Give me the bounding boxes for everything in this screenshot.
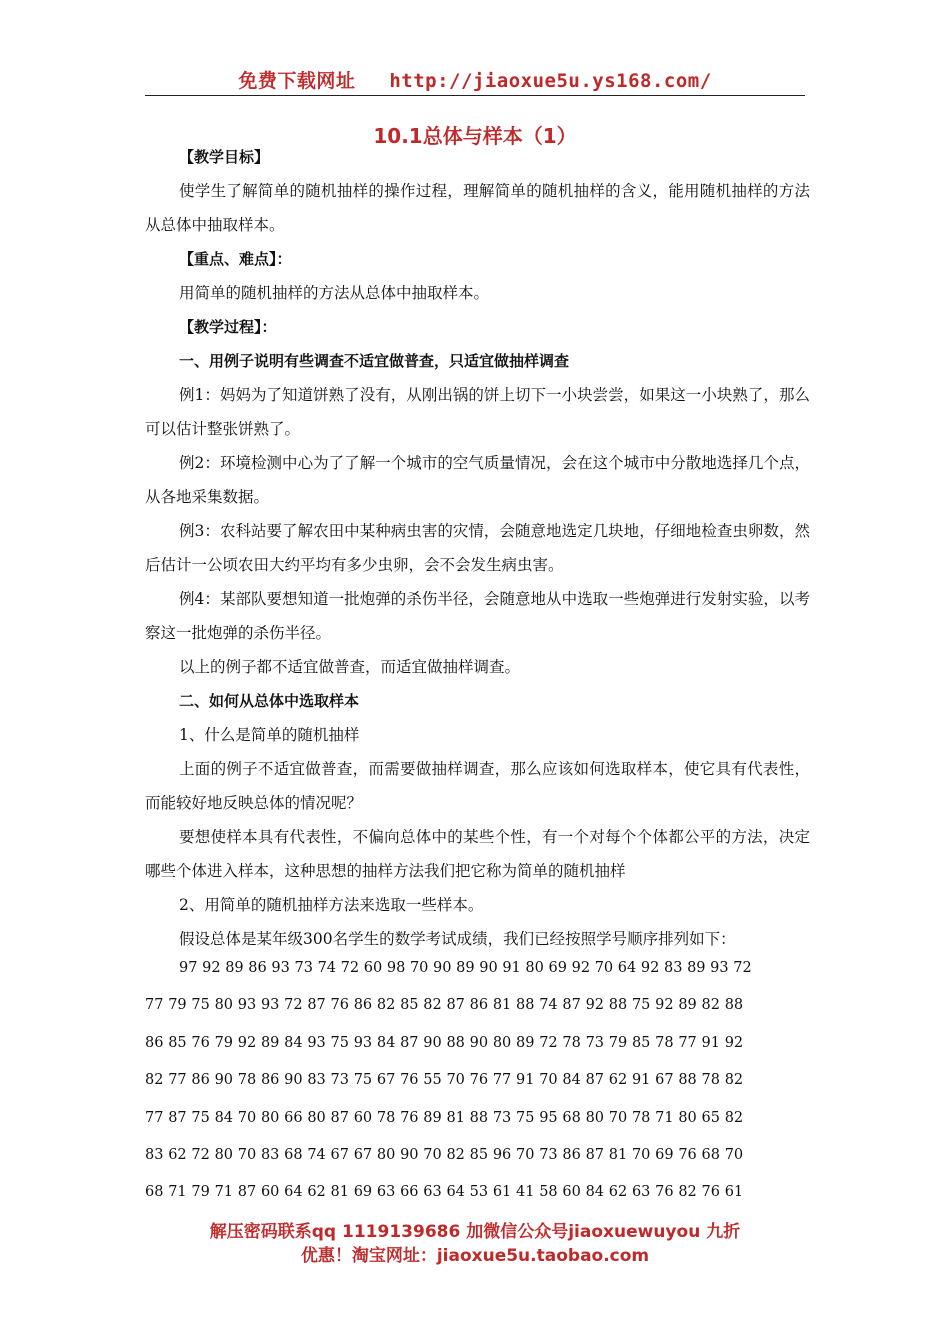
score-cell: 90 bbox=[479, 960, 498, 976]
paragraph: 假设总体是某年级300名学生的数学考试成绩，我们已经按照学号顺序排列如下： bbox=[179, 930, 736, 948]
score-cell: 61 bbox=[492, 1184, 512, 1201]
score-cell: 80 bbox=[214, 1146, 234, 1163]
footer-line-2: 优惠！淘宝网址：jiaoxue5u.taobao.com bbox=[300, 1246, 650, 1266]
score-cell: 67 bbox=[655, 1072, 674, 1089]
score-cell: 62 bbox=[307, 1184, 326, 1201]
page-title: 10.1总体与样本（1） bbox=[373, 124, 577, 148]
paragraph: 二、如何从总体中选取样本 bbox=[179, 692, 360, 710]
score-cell: 69 bbox=[548, 960, 567, 976]
score-cell: 69 bbox=[655, 1146, 674, 1163]
score-cell: 92 bbox=[655, 997, 674, 1014]
score-cell: 80 bbox=[525, 960, 544, 976]
document-body bbox=[145, 140, 810, 956]
score-cell: 96 bbox=[492, 1146, 512, 1163]
score-cell: 85 bbox=[168, 1034, 187, 1051]
score-cell: 77 bbox=[678, 1034, 697, 1051]
score-cell: 63 bbox=[423, 1184, 442, 1201]
score-cell: 89 bbox=[516, 1034, 535, 1051]
score-cell: 89 bbox=[225, 960, 244, 976]
score-row bbox=[145, 1035, 810, 1072]
score-cell: 75 bbox=[191, 1109, 210, 1126]
score-cell: 81 bbox=[608, 1146, 628, 1163]
score-cell: 70 bbox=[237, 1146, 257, 1163]
score-cell: 86 bbox=[260, 1072, 280, 1089]
score-cell: 87 bbox=[237, 1184, 257, 1201]
score-cell: 77 bbox=[492, 1072, 512, 1089]
score-cell: 90 bbox=[214, 1072, 234, 1089]
score-cell: 75 bbox=[330, 1034, 349, 1051]
score-cell: 91 bbox=[502, 960, 521, 976]
score-cell: 86 bbox=[191, 1072, 210, 1089]
score-cell: 77 bbox=[145, 1109, 164, 1126]
score-cell: 64 bbox=[617, 960, 637, 976]
score-cell: 69 bbox=[353, 1184, 373, 1201]
score-row bbox=[145, 997, 810, 1034]
score-cell: 92 bbox=[571, 960, 591, 976]
paragraph: 要想使样本具有代表性，不偏向总体中的某些个性，有一个对每个个体都公平的方法，决定哪些个体进入样本，这种思想的抽样方法我们把它称为简单的随机抽样 bbox=[145, 828, 810, 880]
score-cell: 70 bbox=[237, 1109, 257, 1126]
score-cell: 73 bbox=[492, 1109, 512, 1126]
score-cell: 90 bbox=[469, 1034, 489, 1051]
score-cell: 74 bbox=[539, 997, 558, 1014]
score-cell: 91 bbox=[516, 1072, 535, 1089]
score-cell: 91 bbox=[631, 1072, 651, 1089]
score-cell: 79 bbox=[214, 1034, 234, 1051]
score-cell: 80 bbox=[585, 1109, 605, 1126]
score-cell: 92 bbox=[237, 1034, 257, 1051]
score-cell: 89 bbox=[260, 1034, 280, 1051]
paragraph: 例1：妈妈为了知道饼熟了没有，从刚出锅的饼上切下一小块尝尝，如果这一小块熟了，那么可以估计整张饼熟了。 bbox=[145, 386, 810, 438]
score-cell: 90 bbox=[400, 1146, 419, 1163]
score-row bbox=[145, 1110, 810, 1147]
score-cell: 74 bbox=[307, 1146, 326, 1163]
score-cell: 84 bbox=[376, 1034, 396, 1051]
score-cell: 60 bbox=[260, 1184, 280, 1201]
score-cell: 70 bbox=[446, 1072, 465, 1089]
score-cell: 71 bbox=[168, 1184, 187, 1201]
score-cell: 58 bbox=[539, 1184, 558, 1201]
score-cell: 93 bbox=[271, 960, 290, 976]
paragraph: 以上的例子都不适宜做普查，而适宜做抽样调查。 bbox=[179, 658, 521, 676]
score-cell: 74 bbox=[317, 960, 337, 976]
score-row bbox=[145, 1184, 810, 1221]
score-cell: 80 bbox=[307, 1109, 326, 1126]
score-cell: 68 bbox=[284, 1146, 303, 1163]
score-cell: 83 bbox=[307, 1072, 326, 1089]
score-cell: 82 bbox=[701, 997, 720, 1014]
score-cell: 80 bbox=[214, 997, 234, 1014]
score-cell: 80 bbox=[678, 1109, 697, 1126]
score-cell: 76 bbox=[400, 1072, 419, 1089]
paragraph: 例4：某部队要想知道一批炮弹的杀伤半径，会随意地从中选取一些炮弹进行发射实验，以考察这一批炮弹的杀伤半径。 bbox=[145, 590, 810, 642]
score-cell: 70 bbox=[516, 1146, 535, 1163]
score-cell: 78 bbox=[562, 1034, 581, 1051]
score-cell: 67 bbox=[353, 1146, 373, 1163]
score-cell: 72 bbox=[284, 997, 303, 1014]
score-cell: 95 bbox=[539, 1109, 558, 1126]
score-cell: 63 bbox=[376, 1184, 396, 1201]
score-cell: 88 bbox=[469, 1109, 489, 1126]
score-cell: 68 bbox=[701, 1146, 720, 1163]
score-cell: 85 bbox=[400, 997, 419, 1014]
paragraph: 用简单的随机抽样的方法从总体中抽取样本。 bbox=[179, 284, 490, 302]
score-cell: 62 bbox=[608, 1072, 628, 1089]
score-cell: 81 bbox=[492, 997, 512, 1014]
score-cell: 82 bbox=[724, 1072, 744, 1089]
score-cell: 87 bbox=[307, 997, 326, 1014]
score-cell: 78 bbox=[701, 1072, 720, 1089]
score-cell: 87 bbox=[330, 1109, 349, 1126]
score-cell: 92 bbox=[202, 960, 221, 976]
score-cell: 71 bbox=[655, 1109, 674, 1126]
score-cell: 92 bbox=[640, 960, 660, 976]
header-url-link[interactable]: http://jiaoxue5u.ys168.com/ bbox=[389, 70, 712, 92]
score-cell: 86 bbox=[248, 960, 267, 976]
header-divider bbox=[145, 95, 805, 96]
score-cell: 73 bbox=[294, 960, 313, 976]
paragraph: 【教学过程】： bbox=[179, 318, 277, 336]
score-cell: 76 bbox=[400, 1109, 419, 1126]
score-cell: 82 bbox=[678, 1184, 697, 1201]
footer-line-1: 解压密码联系qq 1119139686 加微信公众号jiaoxuewuyou 九折 bbox=[209, 1222, 741, 1242]
score-cell: 87 bbox=[446, 997, 465, 1014]
paragraph: 例2：环境检测中心为了了解一个城市的空气质量情况，会在这个城市中分散地选择几个点，从各地采集数据。 bbox=[145, 454, 810, 506]
score-cell: 89 bbox=[423, 1109, 442, 1126]
score-cell: 60 bbox=[363, 960, 383, 976]
paragraph: 一、用例子说明有些调查不适宜做普查，只适宜做抽样调查 bbox=[179, 352, 570, 370]
score-cell: 77 bbox=[168, 1072, 187, 1089]
score-cell: 78 bbox=[655, 1034, 674, 1051]
score-cell: 81 bbox=[446, 1109, 465, 1126]
score-cell: 67 bbox=[330, 1146, 349, 1163]
score-cell: 70 bbox=[423, 1146, 442, 1163]
score-cell: 82 bbox=[446, 1146, 465, 1163]
score-cell: 84 bbox=[284, 1034, 303, 1051]
score-cell: 84 bbox=[562, 1072, 581, 1089]
score-cell: 82 bbox=[376, 997, 396, 1014]
site-header bbox=[0, 66, 950, 93]
score-cell: 76 bbox=[191, 1034, 210, 1051]
score-cell: 62 bbox=[608, 1184, 628, 1201]
score-cell: 72 bbox=[733, 960, 752, 976]
score-cell: 79 bbox=[168, 997, 187, 1014]
score-cell: 53 bbox=[469, 1184, 489, 1201]
score-cell: 93 bbox=[710, 960, 729, 976]
score-cell: 83 bbox=[663, 960, 683, 976]
score-cell: 60 bbox=[562, 1184, 581, 1201]
score-cell: 85 bbox=[631, 1034, 651, 1051]
score-cell: 93 bbox=[237, 997, 257, 1014]
score-cell: 75 bbox=[353, 1072, 373, 1089]
paragraph: 1、什么是简单的随机抽样 bbox=[179, 726, 360, 744]
score-cell: 88 bbox=[446, 1034, 465, 1051]
score-cell: 82 bbox=[145, 1072, 164, 1089]
score-cell: 70 bbox=[608, 1109, 628, 1126]
score-cell: 73 bbox=[330, 1072, 349, 1089]
score-cell: 80 bbox=[376, 1146, 396, 1163]
score-cell: 83 bbox=[260, 1146, 280, 1163]
score-cell: 80 bbox=[492, 1034, 512, 1051]
score-cell: 76 bbox=[330, 997, 349, 1014]
score-cell: 86 bbox=[469, 997, 489, 1014]
score-cell: 87 bbox=[168, 1109, 187, 1126]
score-cell: 79 bbox=[608, 1034, 628, 1051]
score-cell: 84 bbox=[585, 1184, 605, 1201]
score-cell: 76 bbox=[701, 1184, 720, 1201]
score-cell: 66 bbox=[284, 1109, 303, 1126]
score-cell: 89 bbox=[678, 997, 697, 1014]
score-cell: 92 bbox=[724, 1034, 744, 1051]
score-cell: 91 bbox=[701, 1034, 720, 1051]
score-cell: 72 bbox=[539, 1034, 558, 1051]
score-cell: 88 bbox=[516, 997, 535, 1014]
score-cell: 63 bbox=[631, 1184, 651, 1201]
score-cell: 88 bbox=[678, 1072, 697, 1089]
score-cell: 78 bbox=[376, 1109, 396, 1126]
score-cell: 64 bbox=[284, 1184, 303, 1201]
score-cell: 79 bbox=[191, 1184, 210, 1201]
score-cell: 87 bbox=[585, 1146, 605, 1163]
score-cell: 90 bbox=[284, 1072, 303, 1089]
score-cell: 75 bbox=[631, 997, 651, 1014]
score-cell: 70 bbox=[631, 1146, 651, 1163]
score-table bbox=[145, 960, 810, 1222]
score-cell: 82 bbox=[724, 1109, 744, 1126]
score-cell: 62 bbox=[168, 1146, 187, 1163]
score-cell: 75 bbox=[191, 997, 210, 1014]
paragraph: 【教学目标】 bbox=[179, 148, 270, 166]
score-row bbox=[145, 960, 810, 997]
score-cell: 90 bbox=[433, 960, 452, 976]
score-cell: 70 bbox=[539, 1072, 558, 1089]
score-cell: 70 bbox=[409, 960, 429, 976]
score-cell: 76 bbox=[655, 1184, 674, 1201]
paragraph: 例3：农科站要了解农田中某种病虫害的灾情，会随意地选定几块地，仔细地检查虫卵数，然后估计一公顷农田大约平均有多少虫卵，会不会发生病虫害。 bbox=[145, 522, 810, 574]
score-cell: 97 bbox=[179, 960, 198, 976]
score-cell: 65 bbox=[701, 1109, 720, 1126]
score-cell: 82 bbox=[423, 997, 442, 1014]
score-cell: 55 bbox=[423, 1072, 442, 1089]
score-cell: 87 bbox=[400, 1034, 419, 1051]
score-cell: 75 bbox=[516, 1109, 535, 1126]
header-label: 免费下载网址 bbox=[238, 70, 356, 92]
score-cell: 86 bbox=[145, 1034, 164, 1051]
score-cell: 66 bbox=[400, 1184, 419, 1201]
score-cell: 72 bbox=[191, 1146, 210, 1163]
score-cell: 76 bbox=[469, 1072, 489, 1089]
score-cell: 83 bbox=[145, 1146, 164, 1163]
score-row bbox=[145, 1072, 810, 1109]
paragraph: 上面的例子不适宜做普查，而需要做抽样调查，那么应该如何选取样本，使它具有代表性，而能较好地反映总体的情况呢？ bbox=[145, 760, 810, 812]
score-cell: 92 bbox=[585, 997, 605, 1014]
score-cell: 68 bbox=[562, 1109, 581, 1126]
score-cell: 64 bbox=[446, 1184, 465, 1201]
score-cell: 87 bbox=[585, 1072, 605, 1089]
score-row bbox=[145, 1147, 810, 1184]
score-cell: 88 bbox=[608, 997, 628, 1014]
paragraph: 【重点、难点】： bbox=[179, 250, 292, 268]
score-cell: 80 bbox=[260, 1109, 280, 1126]
score-cell: 41 bbox=[516, 1184, 535, 1201]
paragraph: 2、用简单的随机抽样方法来选取一些样本。 bbox=[179, 896, 484, 914]
score-cell: 93 bbox=[353, 1034, 373, 1051]
score-cell: 98 bbox=[386, 960, 406, 976]
score-cell: 73 bbox=[585, 1034, 605, 1051]
score-cell: 78 bbox=[237, 1072, 257, 1089]
site-footer bbox=[0, 1220, 950, 1268]
score-cell: 61 bbox=[724, 1184, 744, 1201]
score-cell: 67 bbox=[376, 1072, 396, 1089]
score-cell: 90 bbox=[423, 1034, 442, 1051]
score-cell: 73 bbox=[539, 1146, 558, 1163]
score-cell: 78 bbox=[631, 1109, 651, 1126]
score-cell: 84 bbox=[214, 1109, 234, 1126]
score-cell: 89 bbox=[456, 960, 475, 976]
score-cell: 60 bbox=[353, 1109, 373, 1126]
score-cell: 88 bbox=[724, 997, 744, 1014]
score-cell: 85 bbox=[469, 1146, 489, 1163]
score-cell: 89 bbox=[687, 960, 706, 976]
score-cell: 93 bbox=[260, 997, 280, 1014]
score-cell: 70 bbox=[724, 1146, 744, 1163]
score-cell: 86 bbox=[562, 1146, 581, 1163]
score-cell: 86 bbox=[353, 997, 373, 1014]
score-cell: 93 bbox=[307, 1034, 326, 1051]
paragraph: 使学生了解简单的随机抽样的操作过程，理解简单的随机抽样的含义，能用随机抽样的方法从总体中抽取样本。 bbox=[145, 182, 810, 234]
score-cell: 68 bbox=[145, 1184, 164, 1201]
score-cell: 77 bbox=[145, 997, 164, 1014]
score-cell: 70 bbox=[594, 960, 614, 976]
score-cell: 76 bbox=[678, 1146, 697, 1163]
score-cell: 87 bbox=[562, 997, 581, 1014]
score-cell: 81 bbox=[330, 1184, 349, 1201]
score-cell: 71 bbox=[214, 1184, 234, 1201]
score-cell: 72 bbox=[340, 960, 360, 976]
